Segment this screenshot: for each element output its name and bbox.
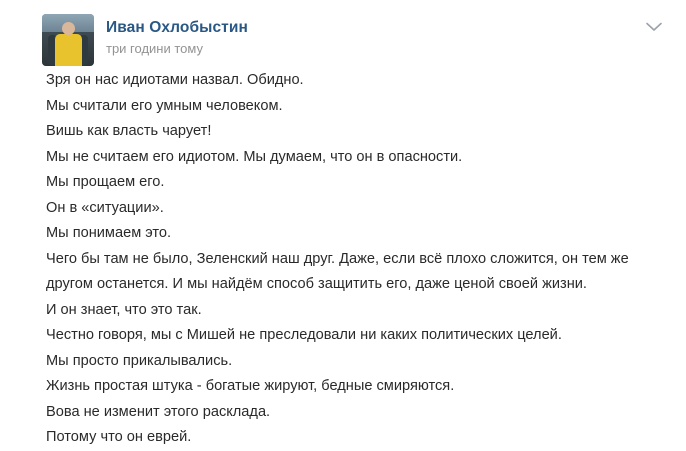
chevron-down-icon[interactable] bbox=[646, 22, 662, 32]
post-line: И он знает, что это так. bbox=[46, 301, 202, 318]
post-line: Мы просто прикалывались. bbox=[46, 352, 233, 369]
post-line: Зря он нас идиотами назвал. Обидно. bbox=[46, 72, 304, 88]
post-line: Мы не считаем его идиотом. Мы думаем, что он в опасности. bbox=[46, 148, 463, 165]
post-line: Честно говоря, мы с Мишей не преследовали ни каких политических целей. bbox=[46, 327, 562, 343]
post-line: Жизнь простая штука - богатые жируют, бедные смиряются. bbox=[46, 378, 455, 394]
post-header-text bbox=[106, 14, 248, 58]
avatar-person-body bbox=[55, 34, 82, 66]
post-line: Мы понимаем это. bbox=[46, 225, 172, 241]
post-line: Вова не изменит этого расклада. bbox=[46, 403, 271, 420]
post-line: Чего бы там не было, Зеленский наш друг. Даже, если всё плохо сложится, он тем же другом останется. И мы найдём способ защитить его, даже ценой своей жизни. bbox=[46, 250, 629, 292]
post-line: Он в «ситуации». bbox=[46, 199, 164, 216]
post-line: Мы прощаем его. bbox=[46, 174, 165, 190]
post-author-name[interactable]: Иван Охлобыстин bbox=[106, 19, 248, 36]
avatar[interactable] bbox=[42, 14, 94, 66]
post-line: Вишь как власть чарует! bbox=[46, 123, 212, 139]
post-header bbox=[0, 0, 686, 56]
post-line: Потому что он еврей. bbox=[46, 429, 192, 445]
post-timestamp[interactable]: три години тому bbox=[106, 41, 203, 57]
post-line: Мы считали его умным человеком. bbox=[46, 97, 283, 114]
post-text bbox=[0, 56, 686, 451]
